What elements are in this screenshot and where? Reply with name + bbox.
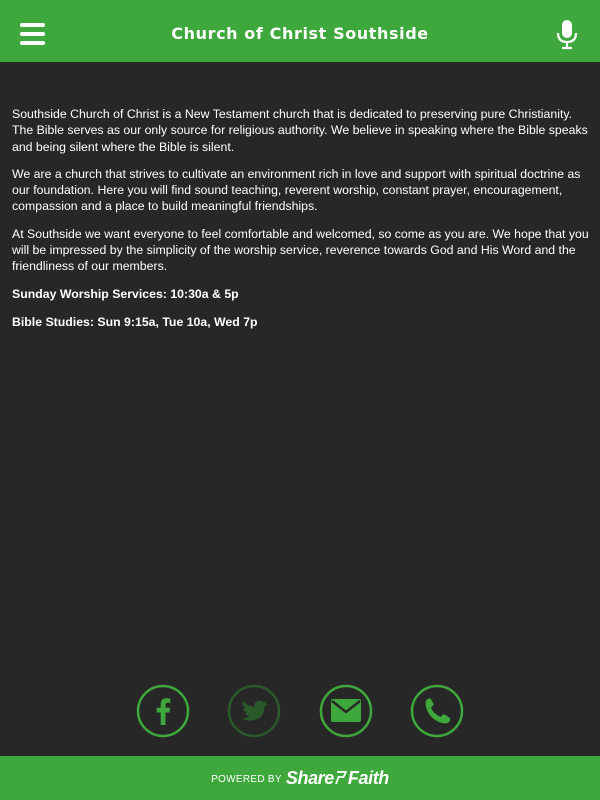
about-paragraph-1: Southside Church of Christ is a New Testament church that is dedicated to preserving pure Christianity. The Bible serves as our only source for religious authority. We believe in speaking where the Bible speaks and being silent where the Bible is silent. [12, 107, 588, 154]
header-bar [0, 0, 600, 62]
brand-share-text: Share [285, 767, 334, 788]
email-button[interactable] [319, 684, 373, 738]
twitter-button[interactable] [227, 684, 281, 738]
phone-button[interactable] [410, 684, 464, 738]
about-content [12, 106, 590, 342]
worship-times: Sunday Worship Services: 10:30a & 5p [12, 286, 239, 301]
page-title: Church of Christ Southside [171, 23, 429, 43]
footer-bar [0, 756, 600, 800]
about-paragraph-3: At Southside we want everyone to feel comfortable and welcomed, so come as you are. We hope that you will be impressed by the simplicity of the worship service, reverence towards God and His Word and the friendliness of our members. [12, 226, 589, 274]
microphone-icon[interactable] [556, 20, 578, 50]
about-paragraph-2: We are a church that strives to cultivate an environment rich in love and support with spiritual doctrine as our foundation. Here you will find sound teaching, reverent worship, constant prayer, encouragement, compassion and a place to build meaningful friendships. [12, 166, 581, 214]
brand-faith-text: Faith [347, 767, 389, 788]
sharefaith-logo[interactable] [286, 768, 389, 789]
facebook-icon [136, 684, 190, 738]
hamburger-menu-icon[interactable] [20, 23, 45, 47]
email-icon [319, 684, 373, 738]
powered-by-label: POWERED BY [211, 774, 282, 785]
flag-icon [335, 771, 347, 785]
phone-icon [410, 684, 464, 738]
social-links [0, 684, 600, 738]
facebook-button[interactable] [136, 684, 190, 738]
twitter-icon [227, 684, 281, 738]
bible-study-times: Bible Studies: Sun 9:15a, Tue 10a, Wed 7p [12, 314, 258, 329]
